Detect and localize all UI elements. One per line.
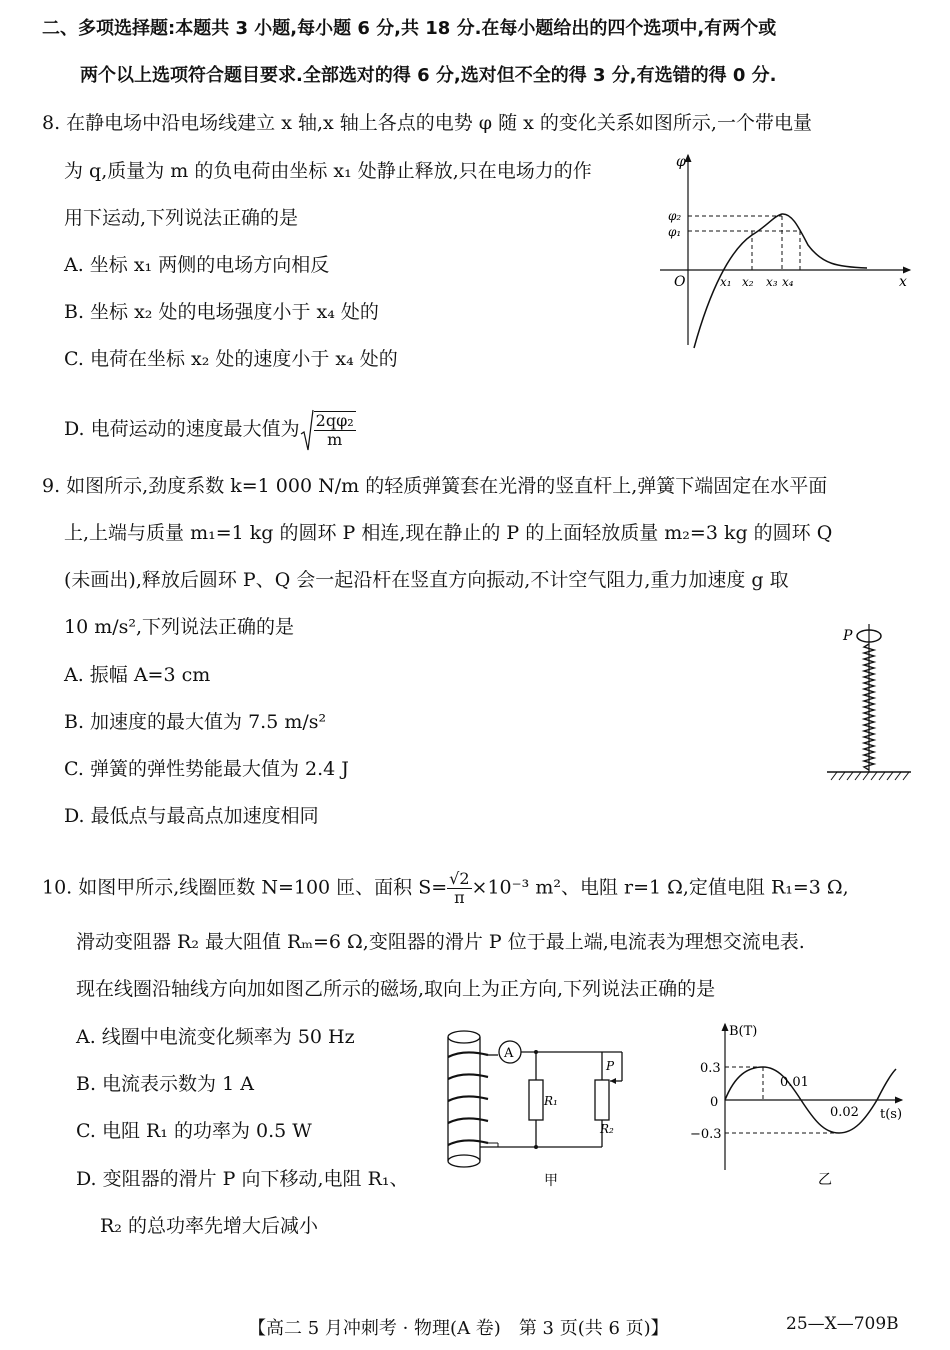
- q10-stem-line1-b: ×10⁻³ m²、电阻 r=1 Ω,定值电阻 R₁=3 Ω,: [471, 876, 849, 899]
- tick-t2-label: 0.02: [830, 1105, 859, 1120]
- q9-option-d: D. 最低点与最高点加速度相同: [64, 805, 319, 827]
- t-axis-label: t(s): [880, 1107, 903, 1122]
- section-heading-line1: 二、多项选择题:本题共 3 小题,每小题 6 分,共 18 分.在每小题给出的四个选项中,有两个或: [42, 18, 777, 39]
- q9-spring-figure: [825, 622, 915, 782]
- area-fraction-numerator: √2: [449, 869, 470, 888]
- sqrt-fraction-numerator: 2qφ₂: [315, 411, 354, 430]
- q10-circuit-diagram: [440, 1025, 640, 1195]
- graph-caption: 乙: [818, 1172, 832, 1188]
- x-axis-label: x: [899, 274, 907, 290]
- q9-stem-line1: 9. 如图所示,劲度系数 k=1 000 N/m 的轻质弹簧套在光滑的竖直杆上,弹簧下端固定在水平面: [42, 475, 828, 497]
- x3-label: x₃: [766, 275, 778, 289]
- q8-option-d-prefix: D. 电荷运动的速度最大值为: [64, 418, 300, 440]
- q10-option-b: B. 电流表示数为 1 A: [76, 1073, 254, 1095]
- q8-option-a: A. 坐标 x₁ 两侧的电场方向相反: [64, 254, 330, 276]
- q8-option-b: B. 坐标 x₂ 处的电场强度小于 x₄ 处的: [64, 301, 379, 323]
- q10-b-t-graph: [690, 1020, 912, 1192]
- section-heading-line2: 两个以上选项符合题目要求.全部选对的得 6 分,选对但不全的得 3 分,有选错的得 0 分.: [80, 65, 777, 86]
- q9-option-a: A. 振幅 A=3 cm: [64, 664, 211, 686]
- tick-neg-label: −0.3: [690, 1127, 722, 1142]
- tick-pos-label: 0.3: [700, 1061, 721, 1076]
- circuit-caption: 甲: [544, 1173, 558, 1189]
- coil-bottom-icon: [448, 1155, 480, 1167]
- q10-stem-line3: 现在线圈沿轴线方向加如图乙所示的磁场,取向上为正方向,下列说法正确的是: [76, 978, 716, 1000]
- q10-option-d-line1: D. 变阻器的滑片 P 向下移动,电阻 R₁、: [76, 1168, 409, 1190]
- ring-p-label: P: [843, 628, 853, 644]
- sqrt-expression: [300, 408, 356, 452]
- slider-p-label: P: [606, 1059, 615, 1073]
- y-axis-label: φ: [676, 154, 686, 170]
- sqrt-sign-icon: [300, 408, 314, 452]
- coil-winding-icon: [448, 1052, 488, 1145]
- x1-label: x₁: [720, 275, 732, 289]
- q8-option-d: [64, 408, 356, 452]
- q10-option-d-line2: R₂ 的总功率先增大后减小: [100, 1215, 318, 1237]
- tick-zero-label: 0: [710, 1095, 719, 1110]
- resistor-r1-icon: [529, 1080, 543, 1120]
- q8-stem-line2: 为 q,质量为 m 的负电荷由坐标 x₁ 处静止释放,只在电场力的作: [64, 160, 592, 182]
- tick-t1-label: 0.01: [780, 1075, 809, 1090]
- x4-label: x₄: [782, 275, 794, 289]
- q9-option-b: B. 加速度的最大值为 7.5 m/s²: [64, 711, 327, 733]
- r1-label: R₁: [544, 1094, 558, 1108]
- b-axis-label: B(T): [729, 1024, 758, 1039]
- q9-option-c: C. 弹簧的弹性势能最大值为 2.4 J: [64, 758, 349, 780]
- ammeter-label: A: [504, 1046, 514, 1061]
- phi1-label: φ₁: [668, 225, 682, 239]
- origin-label: O: [674, 274, 686, 290]
- q8-option-c: C. 电荷在坐标 x₂ 处的速度小于 x₄ 处的: [64, 348, 398, 370]
- q9-stem-line4: 10 m/s²,下列说法正确的是: [64, 616, 295, 638]
- q10-option-c: C. 电阻 R₁ 的功率为 0.5 W: [76, 1120, 312, 1142]
- area-fraction-denominator: π: [454, 888, 465, 907]
- area-fraction: [447, 870, 471, 907]
- phi2-label: φ₂: [668, 209, 682, 223]
- q9-stem-line2: 上,上端与质量 m₁=1 kg 的圆环 P 相连,现在静止的 P 的上面轻放质量 m₂=3 kg 的圆环 Q: [64, 522, 833, 544]
- coil-top-icon: [448, 1031, 480, 1043]
- page-footer-title: 【高二 5 月冲刺考 · 物理(A 卷) 第 3 页(共 6 页)】: [248, 1318, 669, 1339]
- r2-label: R₂: [600, 1122, 614, 1136]
- q10-stem-line1: [42, 870, 849, 907]
- q10-option-a: A. 线圈中电流变化频率为 50 Hz: [76, 1026, 355, 1048]
- rheostat-r2-icon: [595, 1080, 609, 1120]
- q10-stem-line1-a: 10. 如图甲所示,线圈匝数 N=100 匝、面积 S=: [42, 876, 448, 899]
- q9-stem-line3: (未画出),释放后圆环 P、Q 会一起沿杆在竖直方向振动,不计空气阻力,重力加速度 g 取: [64, 569, 789, 591]
- x2-label: x₂: [742, 275, 754, 289]
- ground-hatch: [831, 772, 909, 780]
- sqrt-fraction: [314, 411, 356, 449]
- q8-potential-graph: [652, 150, 917, 350]
- sqrt-fraction-denominator: m: [327, 430, 343, 449]
- page-footer-code: 25—X—709B: [786, 1314, 899, 1334]
- q10-stem-line2: 滑动变阻器 R₂ 最大阻值 Rₘ=6 Ω,变阻器的滑片 P 位于最上端,电流表为理想交流电表.: [76, 931, 805, 953]
- q8-stem-line1: 8. 在静电场中沿电场线建立 x 轴,x 轴上各点的电势 φ 随 x 的变化关系如图所示,一个带电量: [42, 112, 812, 134]
- q8-stem-line3: 用下运动,下列说法正确的是: [64, 207, 299, 229]
